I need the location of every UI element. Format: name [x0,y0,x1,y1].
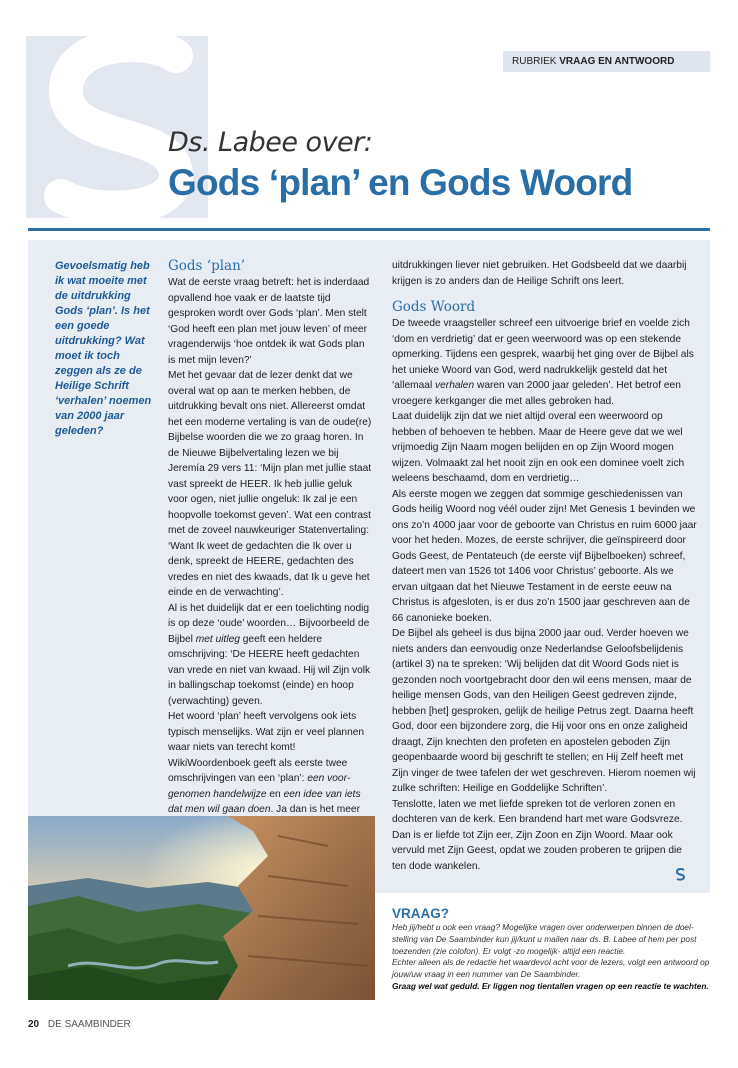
callout-text: Heb jij/hebt u ook een vraag? Mogelijke vragen over onderwerpen binnen de doelstelling van De Saambinder kun jij/kunt u mailen naar ds. B. Labee of hem per post toezenden (zie colofon). Er volgt -zo mogelijk- altijd een reactie. [392,922,697,956]
end-mark-icon [675,868,686,881]
callout-text: Echter alleen als de redactie het waardevol acht voor de lezers, volgt een antwoord op jouw/uw vraag in een nummer van De Saambinder. [392,957,710,980]
title-divider [28,228,710,231]
paragraph: Wat de eerste vraag betreft: het is inderdaad opvallend hoe vaak er de laatste tijd gesproken wordt over Gods ‘plan’. Men stelt ‘God heeft een plan met jouw leven’ of meer vragenderwijs ‘hoe ontdek ik wat Gods plan is met mijn leven?’ [168,277,370,366]
paragraph: Het woord ‘plan’ heeft vervolgens ook iets typisch menselijks. Wat zijn er veel plannen waar niets van terecht komt! [168,711,365,753]
page-footer [28,1019,131,1030]
paragraph: Met het gevaar dat de lezer denkt dat we overal wat op aan te merken hebben, de uitdrukking bevalt ons niet. Allereerst omdat het een moderne vertaling is van de oude(re) Bijbelse woorden die we zo graag horen. In de Nieuwe Bijbelvertaling lezen we bij Jeremía 29 vers 11: ‘Mijn plan met jullie staat vast spreekt de HEER. Ik heb jullie geluk voor ogen, niet jullie ongeluk: Ik zal je een hoopvolle toekomst geven’. Wat een contrast met de zoveel nauwkeuriger Statenvertaling: ‘Want Ik weet de gedachten die Ik over u denk, spreekt de HEERE, gedachten des vredes en niet des kwaads, dat Ik u geve het einde en de verwachting’. [168,370,372,598]
paragraph: Tenslotte, laten we met liefde spreken tot de verloren zonen en dochteren van de kerk. Een brandend hart met ware Godsvreze. Dan is er liefde tot Zijn eer, Zijn Zoon en Zijn Woord. Maar ook vervuld met Zijn Geest, opdat we zouden proberen te grijpen die ten dode wankelen. [392,798,683,872]
article-column-1 [168,258,374,833]
page-number: 20 [28,1019,40,1030]
sidebar-question: Gevoelsmatig heb ik wat moeite met de uitdrukking Gods ‘plan’. Is het een goede uitdrukking? Wat moet ik toch zeggen als ze de Heilige Schrift ‘verhalen’ noemen van 2000 jaar geleden? [55,260,152,437]
paragraph: Al is het duidelijk dat er een toelichting nodig is op deze ‘oude’ woorden… Bijvoorbeeld de Bijbel met uitleg geeft een heldere omschrijving: ‘De HEERE heeft gedachten van vrede en niet van kwaad. Hij wil Zijn volk in ballingschap toekomst (einde) en hoop (verwachting) geven. [168,602,371,707]
callout-heading: VRAAG? [392,906,449,921]
paragraph: Als eerste mogen we zeggen dat sommige geschiedenissen van Gods heilig Woord nog véél ouder zijn! Met Genesis 1 bevinden we ons zo’n 4000 jaar voor de geboorte van Christus en ruim 6000 jaar voor het heden. Mozes, de eerste schrijver, die geïnspireerd door Gods Geest, de Pentateuch (de eerste vijf Bijbelboeken) schreef, dateert men van 1526 tot 1406 voor Christus’ geboorte. Als we ervan uitgaan dat het Nieuwe Testament in de eerste eeuw na Christus is afgesloten, is er dus zo’n 1500 jaar geschreven aan de 66 canonieke boeken. [392,488,697,624]
paragraph: Laat duidelijk zijn dat we niet altijd overal een weerwoord op hebben of behoeven te hebben. Maar de Heere geve dat we wel vrijmoedig Zijn Naam mogen belijden en op Zijn Woord mogen wijzen. Volmaakt zal het nooit zijn en ook een dominee voelt zich weleens beschaamd, dom en verdrietig… [392,411,685,484]
section-heading-woord: Gods Woord [392,299,476,315]
landscape-photo [28,816,375,1000]
magazine-name: DE SAAMBINDER [47,1019,131,1030]
question-callout [392,906,710,993]
paragraph: WikiWoordenboek geeft als eerste twee omschrijvingen van een ‘plan’: een voorgenomen handelwijze en een idee van iets dat men wil gaan doen. Ja dan is het meer [168,757,361,815]
callout-note: Graag wel wat geduld. Er liggen nog tientallen vragen op een reactie te wachten. [392,980,709,991]
paragraph: De Bijbel als geheel is dus bijna 2000 jaar oud. Verder hoeven we niets anders dan eenvoudig onze Nederlandse Geloofsbelijdenis (artikel 3) na te spreken: ‘Wij belijden dat dit Woord Gods niet is gezonden noch voortgebracht door den wil eens mensen, maar de heilige mensen Gods, van den Heiligen Geest gedreven zijnde, hebben [het] gesproken, gelijk de heilige Petrus zegt. Daarna heeft God, door een bijzondere zorg, die Hij voor ons en onze zaligheid draagt, Zijn knechten den profeten en apostelen geboden Zijn geopenbaarde woord bij geschrift te stellen; en Hij Zelf heeft met Zijn vinger de twee tafelen der wet geschreven. Hierom noemen wij zulke schriften: Heilige en Goddelijke Schriften’. [392,628,696,794]
section-heading-plan: Gods ‘plan’ [168,258,246,274]
article-column-2 [392,258,697,874]
section-label: RUBRIEK VRAAG EN ANTWOORD [503,51,710,72]
paragraph: De tweede vraagsteller schreef een uitvoerige brief en voelde zich ‘dom en verdrietig’ dat er geen weerwoord was op een stekende opmerking. Tijdens een gesprek, waarbij het ging over de Bijbel als het unieke Woord van God, werd nadrukkelijk gesteld dat het ‘allemaal verhalen waren van 2000 jaar geleden’. Het betrof een vroegere kerkganger die met alles gebroken had. [392,318,694,407]
article-kicker: Ds. Labee over: [168,127,373,158]
paragraph: uitdrukkingen liever niet gebruiken. Het Godsbeeld dat we daarbij krijgen is zo anders dan de Heilige Schrift ons leert. [392,260,687,287]
article-title: Gods ‘plan’ en Gods Woord [168,162,633,203]
